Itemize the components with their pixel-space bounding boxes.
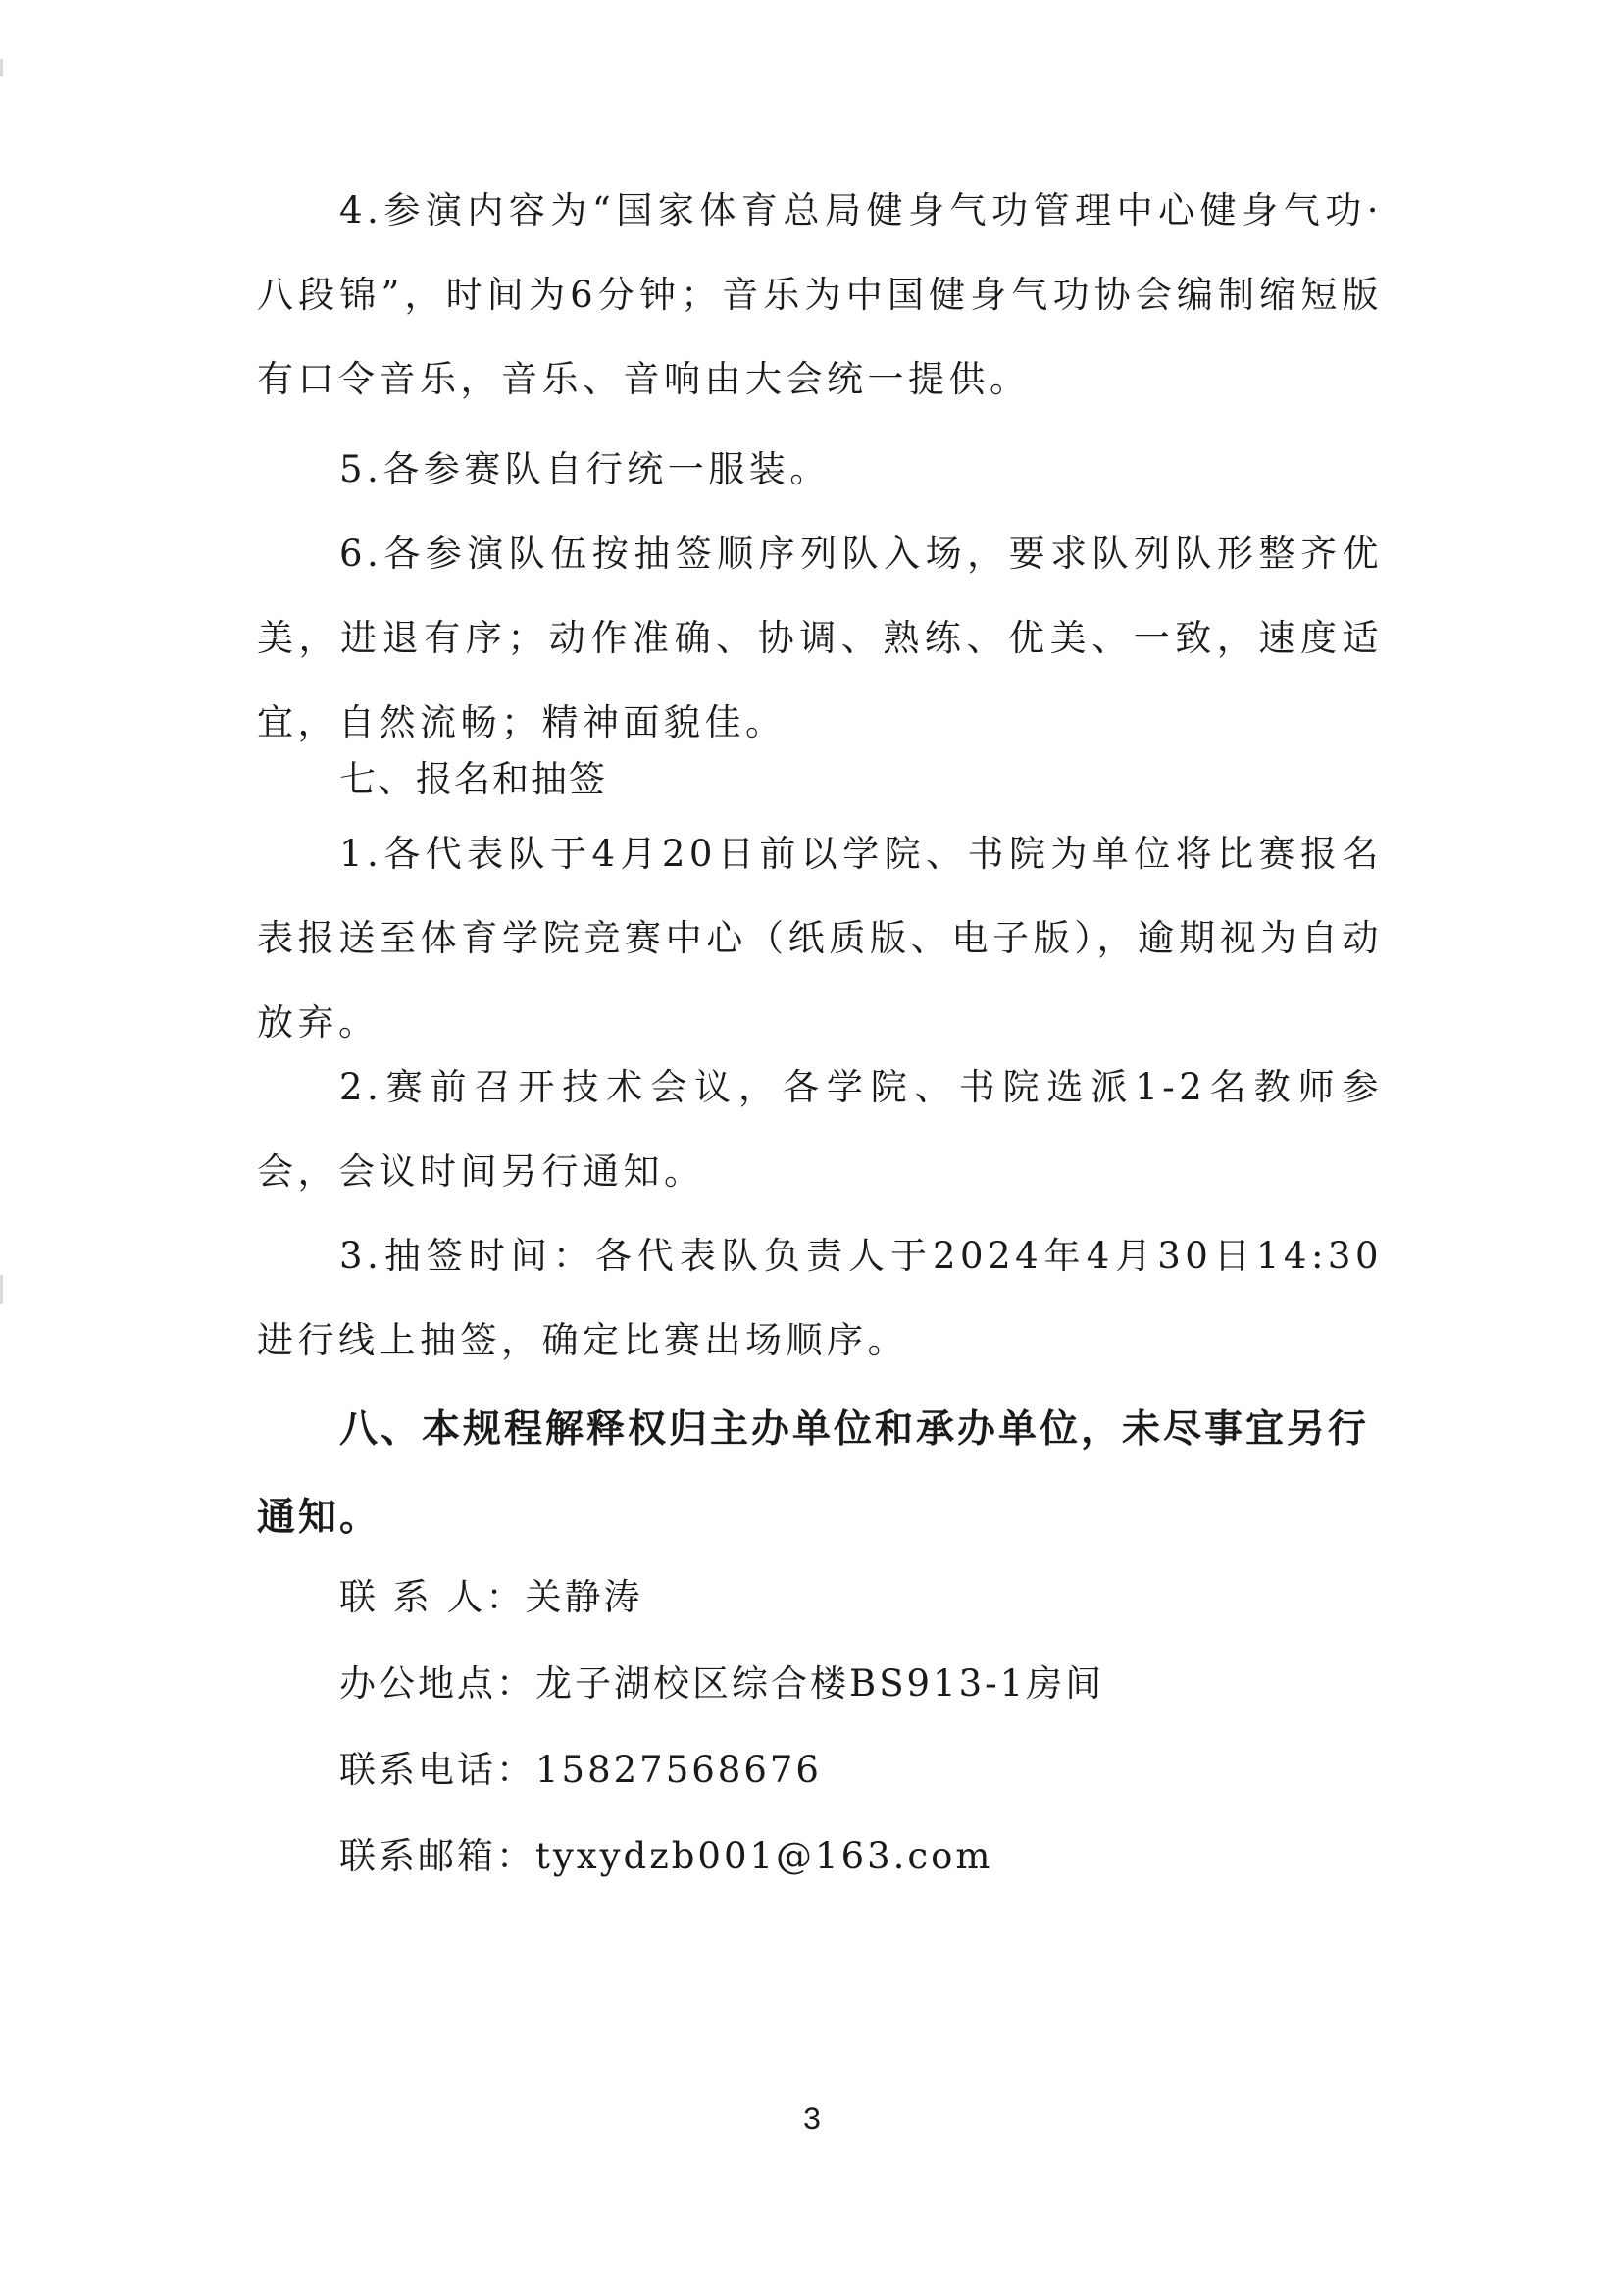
section-7-item-3: 3.抽签时间：各代表队负责人于2024年4月30日14:30进行线上抽签，确定比赛出场顺序。 (257, 1235, 1383, 1361)
paragraph-5: 5.各参赛队自行统一服装。 (339, 448, 831, 490)
scan-edge-mark (0, 1275, 3, 1304)
paragraph-4: 4.参演内容为“国家体育总局健身气功管理中心健身气功·八段锦”，时间为6分钟；音乐为中国健身气功协会编制缩短版有口令音乐，音乐、音响由大会统一提供。 (257, 189, 1383, 400)
section-8-title: 八、本规程解释权归主办单位和承办单位，未尽事宜另行通知。 (257, 1407, 1370, 1540)
scan-edge-mark (0, 59, 3, 76)
page-number: 3 (803, 2101, 821, 2136)
section-7-item-1: 1.各代表队于4月20日前以学院、书院为单位将比赛报名表报送至体育学院竞赛中心（纸质版、电子版），逾期视为自动放弃。 (257, 833, 1383, 1044)
contact-email: 联系邮箱：tyxydzb001@163.com (339, 1835, 993, 1877)
contact-person: 联 系 人：关静涛 (339, 1576, 643, 1618)
section-7-item-2: 2.赛前召开技术会议，各学院、书院选派1-2名教师参会，会议时间另行通知。 (257, 1066, 1383, 1193)
paragraph-6: 6.各参演队伍按抽签顺序列队入场，要求队列队形整齐优美，进退有序；动作准确、协调、熟练、优美、一致，速度适宜，自然流畅；精神面貌佳。 (257, 533, 1383, 743)
contact-phone: 联系电话：15827568676 (339, 1749, 822, 1791)
contact-office: 办公地点：龙子湖校区综合楼BS913-1房间 (339, 1662, 1105, 1705)
section-7-title: 七、报名和抽签 (339, 758, 607, 800)
